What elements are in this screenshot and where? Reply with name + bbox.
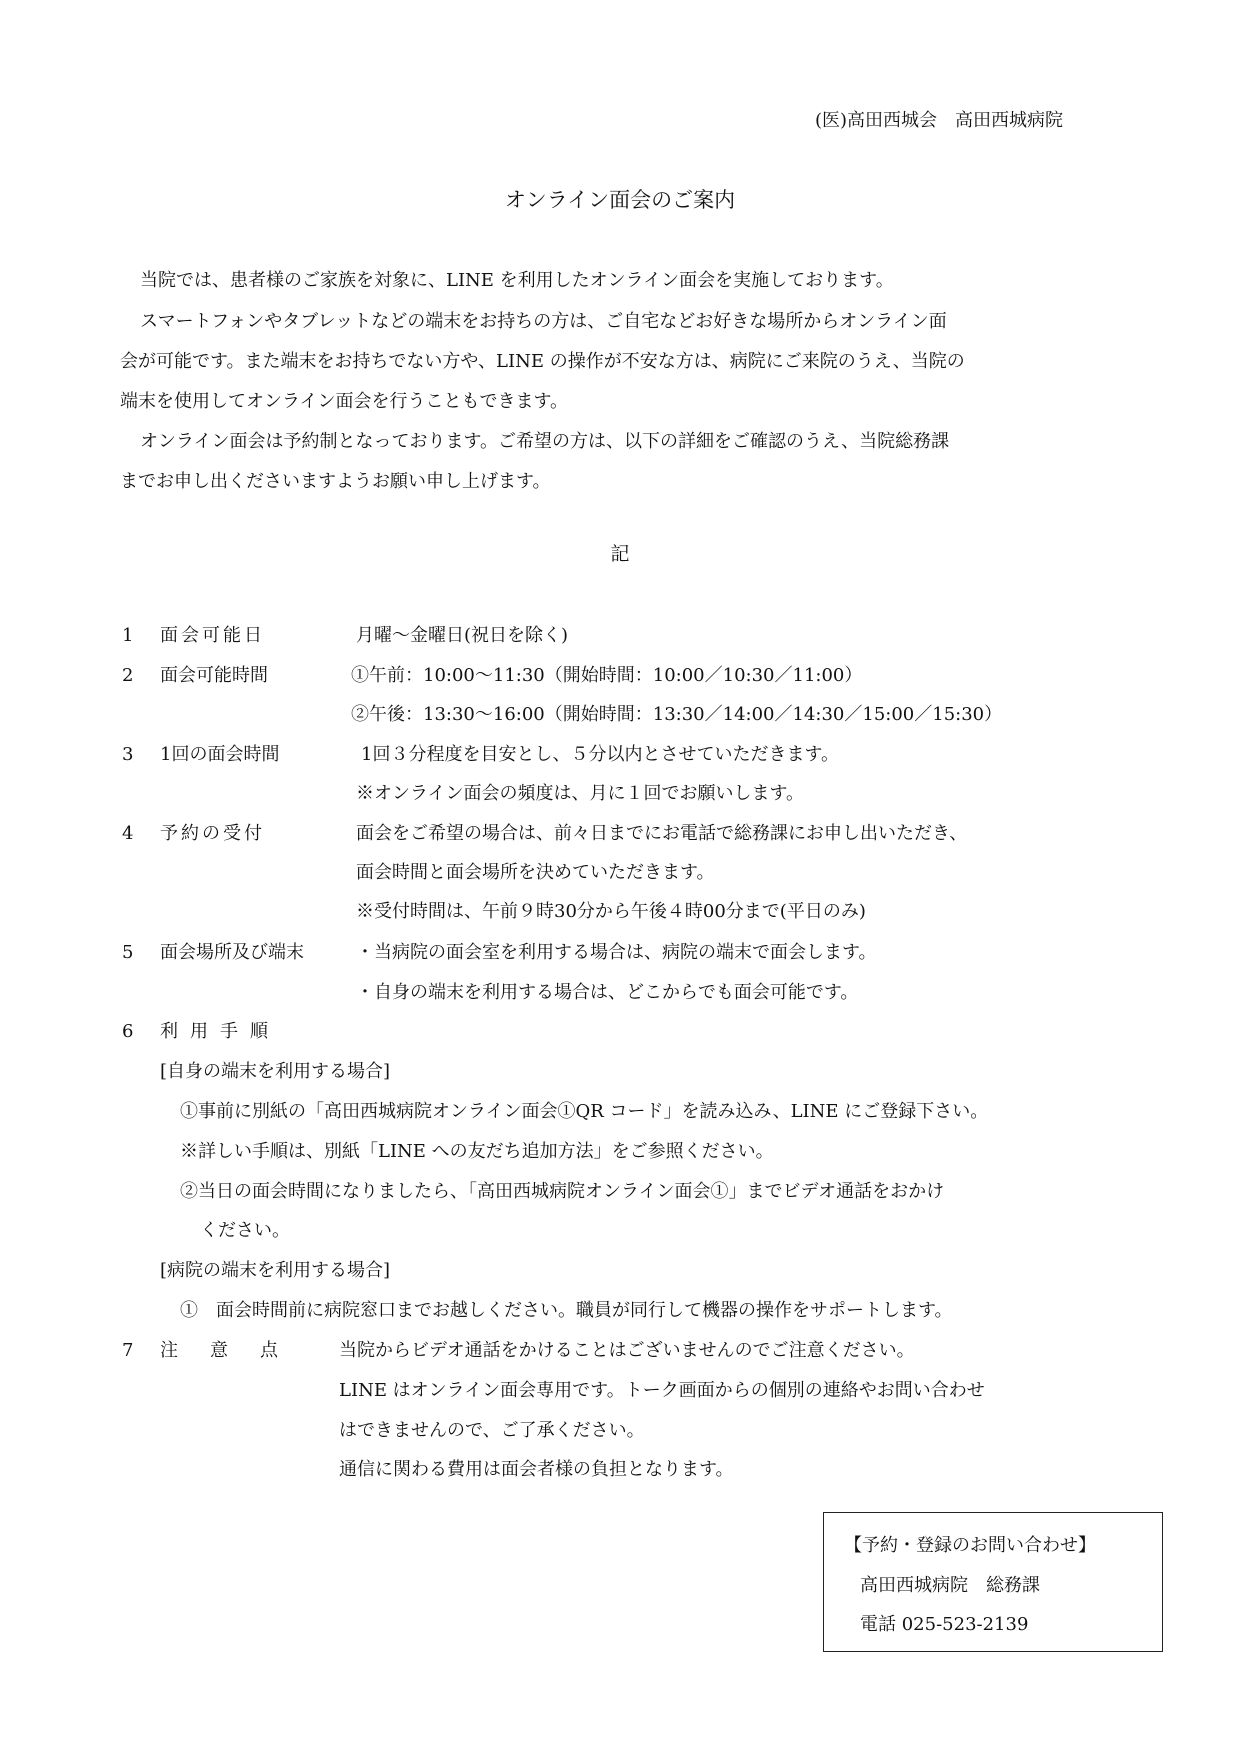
intro-line: までお申し出くださいますようお願い申し上げます。 (120, 471, 551, 492)
item-number: 4 (122, 823, 134, 844)
contact-department: 高田西城病院 総務課 (860, 1575, 1040, 1596)
item-value: ②午後：13:30～16:00（開始時間：13:30／14:00／14:30／15:00／15:30） (351, 704, 1003, 725)
item-label: 面会可能時間 (160, 665, 268, 686)
item-value: 当院からビデオ通話をかけることはございませんのでご注意ください。 (339, 1340, 915, 1361)
subsection-heading: [病院の端末を利用する場合] (160, 1260, 391, 1281)
item-label: 面会場所及び端末 (160, 942, 304, 963)
procedure-line: ください。 (200, 1220, 290, 1241)
contact-heading: 【予約・登録のお問い合わせ】 (844, 1535, 1096, 1556)
item-number: 2 (122, 665, 134, 686)
item-value: はできませんので、ご了承ください。 (339, 1420, 645, 1441)
item-label: 面会可能日 (160, 625, 265, 646)
subsection-heading: [自身の端末を利用する場合] (160, 1061, 391, 1082)
item-label: 予約の受付 (160, 823, 265, 844)
item-value: 月曜～金曜日(祝日を除く) (356, 625, 569, 646)
item-value: ・自身の端末を利用する場合は、どこからでも面会可能です。 (356, 982, 859, 1003)
intro-line: 当院では、患者様のご家族を対象に、LINE を利用したオンライン面会を実施しております。 (140, 270, 894, 291)
item-label: 利用手順 (160, 1021, 280, 1042)
item-value: ※オンライン面会の頻度は、月に１回でお願いします。 (356, 783, 805, 804)
item-number: 5 (122, 942, 134, 963)
item-value: 通信に関わる費用は面会者様の負担となります。 (339, 1459, 734, 1480)
contact-box (823, 1512, 1163, 1652)
item-value: LINE はオンライン面会専用です。トーク画面からの個別の連絡やお問い合わせ (339, 1380, 985, 1401)
item-value: 1回３分程度を目安とし、５分以内とさせていただきます。 (361, 744, 840, 765)
item-number: 7 (122, 1340, 134, 1361)
organization-name: (医)高田西城会 高田西城病院 (815, 110, 1064, 131)
item-number: 6 (122, 1021, 134, 1042)
page-title: オンライン面会のご案内 (504, 188, 736, 212)
item-label: 注意点 (160, 1340, 310, 1361)
item-value: ・当病院の面会室を利用する場合は、病院の端末で面会します。 (356, 942, 877, 963)
item-value: ※受付時間は、午前９時30分から午後４時00分まで(平日のみ) (356, 901, 866, 922)
procedure-line: ②当日の面会時間になりましたら、「高田西城病院オンライン面会①」までビデオ通話をおかけ (180, 1181, 945, 1202)
record-heading: 記 (610, 543, 630, 565)
procedure-line: ※詳しい手順は、別紙「LINE への友だち追加方法」をご参照ください。 (180, 1141, 774, 1162)
intro-line: スマートフォンやタブレットなどの端末をお持ちの方は、ご自宅などお好きな場所からオンライン面 (140, 311, 947, 332)
procedure-line: ①事前に別紙の「高田西城病院オンライン面会①QR コード」を読み込み、LINE にご登録下さい。 (180, 1101, 989, 1122)
item-number: 1 (122, 625, 134, 646)
item-value: ①午前：10:00～11:30（開始時間：10:00／10:30／11:00） (351, 665, 863, 686)
item-label: 1回の面会時間 (160, 744, 280, 765)
item-value: 面会時間と面会場所を決めていただきます。 (356, 862, 715, 883)
item-number: 3 (122, 744, 134, 765)
procedure-line: ① 面会時間前に病院窓口までお越しください。職員が同行して機器の操作をサポートします。 (180, 1300, 953, 1321)
intro-line: オンライン面会は予約制となっております。ご希望の方は、以下の詳細をご確認のうえ、当院総務課 (140, 431, 950, 452)
item-value: 面会をご希望の場合は、前々日までにお電話で総務課にお申し出いただき、 (356, 823, 968, 844)
contact-phone: 電話 025-523-2139 (860, 1614, 1029, 1635)
intro-line: 端末を使用してオンライン面会を行うこともできます。 (120, 391, 569, 412)
intro-line: 会が可能です。また端末をお持ちでない方や、LINE の操作が不安な方は、病院にご来院のうえ、当院の (120, 351, 965, 372)
